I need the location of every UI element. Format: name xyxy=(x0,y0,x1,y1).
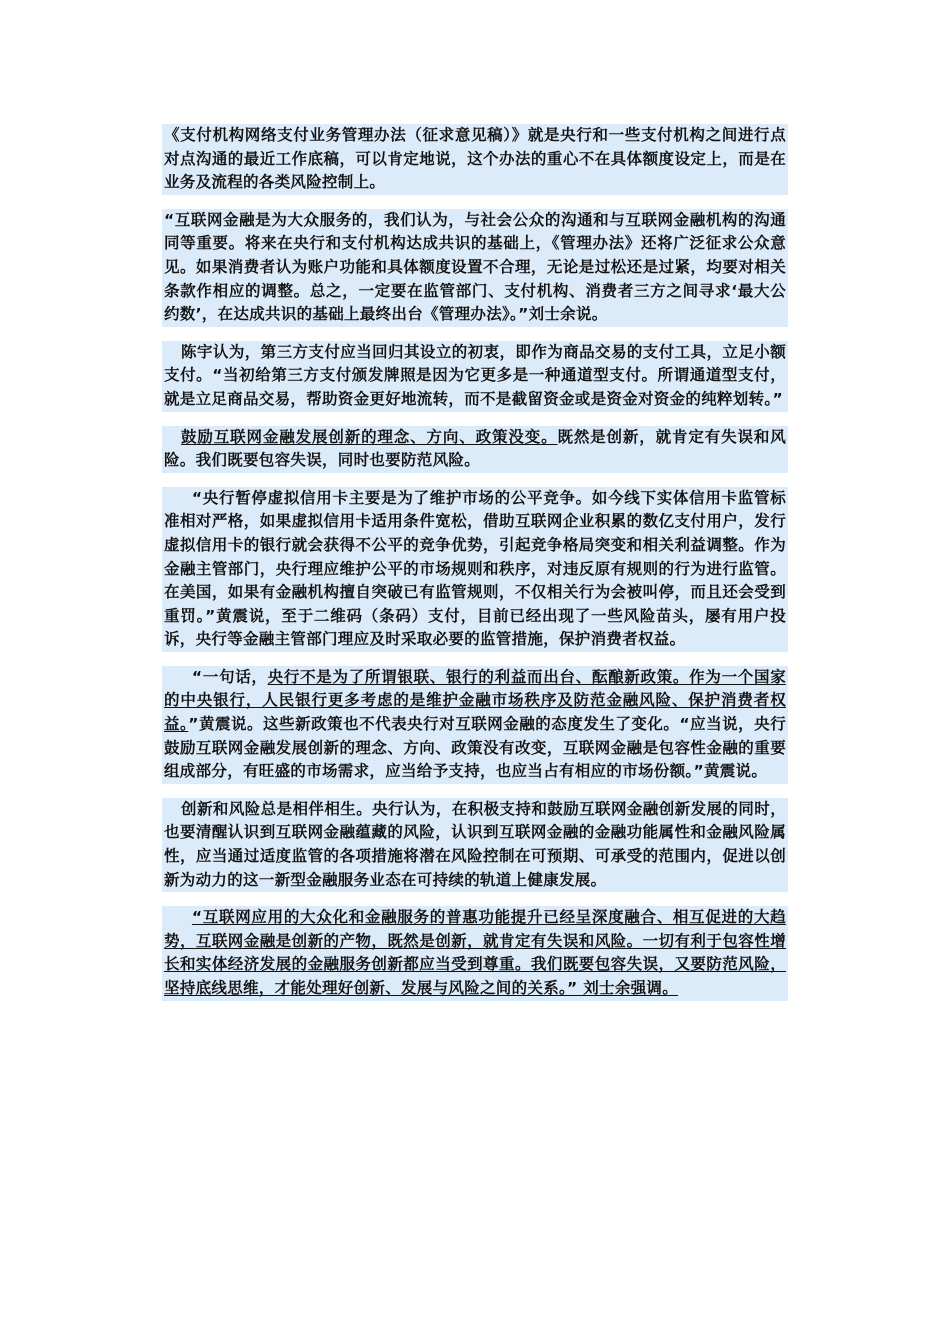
paragraph-gap xyxy=(162,473,788,487)
paragraph-2 xyxy=(162,209,788,327)
paragraph-1 xyxy=(162,124,788,195)
paragraph-gap xyxy=(162,412,788,426)
paragraph-gap xyxy=(162,652,788,666)
paragraph-gap xyxy=(162,892,788,906)
paragraph-6-text-a: “一句话， xyxy=(191,667,268,686)
paragraph-7-text: 创新和风险总是相伴相生。央行认为，在积极支持和鼓励互联网金融创新发展的同时，也要清醒认识到互联网金融蕴藏的风险，认识到互联网金融的金融功能属性和金融风险属性，应当通过适度监管的各项措施将潜在风险控制在可预期、可承受的范围内，促进以创新为动力的这一新型金融服务业态在可持续的轨道上健康发展。 xyxy=(164,799,786,889)
paragraph-gap xyxy=(162,327,788,341)
paragraph-6-underlined-text: 央行不是为了所谓银联、银行的利益而出台、酝酿新政策。作为一个国家的中央银行，人民银行更多考虑的是维护金融市场秩序及防范金融风险、保护消费者权益。 xyxy=(164,667,786,734)
paragraph-gap xyxy=(162,195,788,209)
paragraph-1-text: 《支付机构网络支付业务管理办法（征求意见稿）》就是央行和一些支付机构之间进行点对点沟通的最近工作底稿，可以肯定地说，这个办法的重心不在具体额度设定上，而是在业务及流程的各类风险控制上。 xyxy=(164,126,786,192)
paragraph-4-text: 既然是创新，就肯定有失误和风险。我们既要包容失误，同时也要防范风险。 xyxy=(164,427,787,470)
paragraph-3 xyxy=(162,341,788,412)
paragraph-gap xyxy=(162,784,788,798)
paragraph-4-underlined-text: 鼓励互联网金融发展创新的理念、方向、政策没变。 xyxy=(181,427,558,446)
paragraph-8 xyxy=(162,906,788,1000)
paragraph-5-text: “央行暂停虚拟信用卡主要是为了维护市场的公平竞争。如今线下实体信用卡监管标准相对严格，如果虚拟信用卡适用条件宽松，借助互联网企业积累的数亿支付用户，发行虚拟信用卡的银行就会获得不公平的竞争优势，引起竞争格局突变和相关利益调整。作为金融主管部门，央行理应维护公平的市场规则和秩序，对违反原有规则的行为进行监管。在美国，如果有金融机构擅自突破已有监管规则，不仅相关行为会被叫停，而且还会受到重罚。”黄震说，至于二维码（条码）支付，目前已经出现了一些风险苗头，屡有用户投诉，央行等金融主管部门理应及时采取必要的监管措施，保护消费者权益。 xyxy=(164,488,786,649)
paragraph-2-text: “互联网金融是为大众服务的，我们认为，与社会公众的沟通和与互联网金融机构的沟通同等重要。将来在央行和支付机构达成共识的基础上，《管理办法》还将广泛征求公众意见。如果消费者认为账户功能和具体额度设置不合理，无论是过松还是过紧，均要对相关条款作相应的调整。总之，一定要在监管部门、支付机构、消费者三方之间寻求‘最大公约数’，在达成共识的基础上最终出台《管理办法》。”刘士余说。 xyxy=(164,210,786,324)
paragraph-6 xyxy=(162,666,788,784)
paragraph-7 xyxy=(162,798,788,892)
document-page xyxy=(162,124,788,1001)
paragraph-4 xyxy=(162,426,788,473)
paragraph-6-text-b: ”黄震说。这些新政策也不代表央行对互联网金融的态度发生了变化。“应当说，央行鼓励互联网金融发展创新的理念、方向、政策没有改变，互联网金融是包容性金融的重要组成部分，有旺盛的市场需求，应当给予支持，也应当占有相应的市场份额。”黄震说。 xyxy=(164,715,786,781)
paragraph-8-underlined-text: “互联网应用的大众化和金融服务的普惠功能提升已经呈深度融合、相互促进的大趋势，互联网金融是创新的产物，既然是创新，就肯定有失误和风险。一切有利于包容性增长和实体经济发展的金融服务创新都应当受到尊重。我们既要包容失误，又要防范风险，坚持底线思维，才能处理好创新、发展与风险之间的关系。” 刘士余强调。 xyxy=(164,908,786,997)
paragraph-3-text: 陈宇认为，第三方支付应当回归其设立的初衷，即作为商品交易的支付工具，立足小额支付。“当初给第三方支付颁发牌照是因为它更多是一种通道型支付。所谓通道型支付，就是立足商品交易，帮助资金更好地流转，而不是截留资金或是资金对资金的纯粹划转。” xyxy=(164,342,786,408)
paragraph-5 xyxy=(162,487,788,652)
